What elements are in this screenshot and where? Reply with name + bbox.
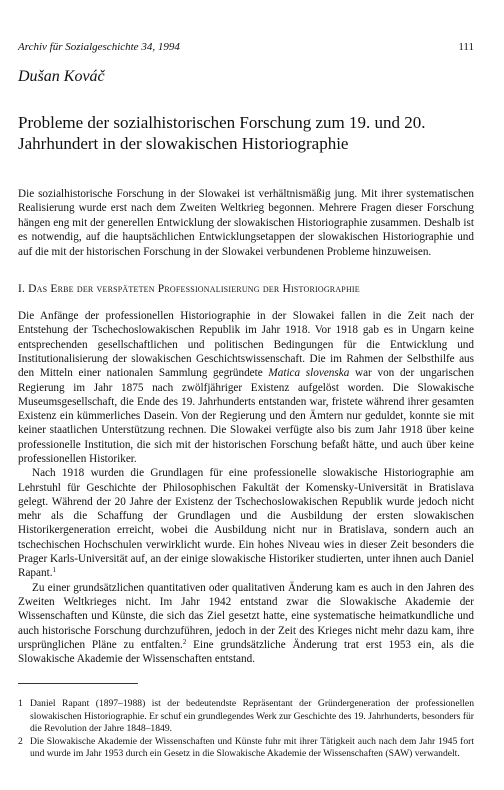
paragraph-text: Zu einer grundsätzlichen quantitativen oder qualitativen Änderung kam es auch in den Jahren des Zweiten Weltkrieges nicht. Im Jahr 1942 entstand zwar die Slowakische Akademie der Wissenschaften und Künste, die sich das Ziel gesetzt hatte, eine systematische heimatkundliche und auch historische Forschung durchzuführen, jedoch in der Zeit des Krieges nicht mehr dazu kam, ihre ursprünglichen Pläne zu entfalten. [18,581,474,651]
running-header [18,40,474,54]
italic-term: Matica slovenska [268,367,350,380]
footnote [18,698,474,735]
journal-citation: Archiv für Sozialgeschichte 34, 1994 [18,41,180,53]
footnote-ref[interactable]: 2 [182,637,187,646]
footnote [18,736,474,761]
footnotes [18,698,474,760]
section-heading: I. Das Erbe der verspäteten Professionalisierung der Historiographie [18,283,360,296]
paragraph-text: Nach 1918 wurden die Grundlagen für eine professionelle slowakische Historiographie am Lehrstuhl für Geschichte der Philosophischen Fakultät der Komensky-Universität in Bratislava gelegt. Während der 20 Jahre der Existenz der Tschechoslowakischen Republik wurde jedoch nicht mehr als die Schaffung der Grundlagen und die Ausbildung der ersten slowakischen Historikergeneration erreicht, wobei die Ausbildung nicht nur in Bratislava, sondern auch an tschechischen Hochschulen verwirklicht wurde. Ein hohes Niveau wies in dieser Zeit besonders die Prager Karls-Universität auf, an der einige slowakische Historiker studierten, unter ihnen auch Daniel Rapant. [18,467,474,580]
abstract: Die sozialhistorische Forschung in der Slowakei ist verhältnismäßig jung. Mit ihrer systematischen Realisierung wurde erst nach dem Zweiten Weltkrieg begonnen. Mehrere Fragen dieser Forschung hängen eng mit der generellen Entwicklung der slowakischen Historiographie zusammen. Deshalb ist es notwendig, auf die hauptsächlichen Entwicklungsetappen der slowakischen Historiographie und auf die mit der historischen Forschung in der Slowakei verbundenen Probleme hinzuweisen. [18,188,474,258]
paragraph-text: Die Anfänge der professionellen Historiographie in der Slowakei fallen in die Zeit nach der Entstehung der Tschechoslowakischen Republik im Jahr 1918. Vor 1918 gab es in Ungarn keine entsprechenden gesellschaftlichen und politischen Bedingungen für die Entwicklung und Institutionalisierung der slowakischen Geschichtswissenschaft. Die im Rahmen der Selbsthilfe aus den Mitteln einer nationalen Sammlung gegründete [18,310,474,380]
paragraph-text: war von der ungarischen Regierung im Jahr 1875 nach zwölfjähriger Existenz aufgelöst worden. Die Slowakische Museumsgesellschaft, die Ende des 19. Jahrhunderts entstanden war, fristete während ihrer gesamten Existenz ein kümmerliches Dasein. Von der Regierung und den Ämtern nur geduldet, konnte sie mit keiner staatlichen Unterstützung rechnen. Die Slowakei verfügte also bis zum Jahr 1918 über keine professionelle Institution, die sich mit der historischen Forschung befaßt hätte, und auch über keine professionellen Historiker. [18,367,474,465]
author-name: Dušan Kováč [18,68,105,85]
section-body [18,309,474,666]
article-title: Probleme der sozialhistorischen Forschung zum 19. und 20. Jahrhundert in der slowakischen Historiographie [18,113,426,153]
footnote-divider [18,683,138,684]
body-paragraph [18,581,474,667]
body-paragraph [18,466,474,580]
footnote-ref[interactable]: 1 [52,566,56,575]
page-number: 111 [458,41,474,53]
footnote-number: 2 [18,735,23,747]
footnote-number: 1 [18,698,23,710]
body-paragraph [18,309,474,466]
paragraph-text: Eine grundsätzliche Änderung trat erst 1953 ein, als die Slowakische Akademie der Wissenschaften entstand. [18,638,474,666]
footnote-text: Daniel Rapant (1897–1988) ist der bedeutendste Repräsentant der Gründergeneration der professionellen slowakischen Historiographie. Er schuf ein grundlegendes Werk zur Geschichte des 19. Jahrhunderts, besonders für die Revolution der Jahre 1848–1849. [30,698,474,735]
footnote-text: Die Slowakische Akademie der Wissenschaften und Künste fuhr mit ihrer Tätigkeit auch nach dem Jahr 1945 fort und wurde im Jahr 1953 durch ein Gesetz in die Slowakische Akademie der Wissenschaften (SAW) verwandelt. [30,735,474,760]
